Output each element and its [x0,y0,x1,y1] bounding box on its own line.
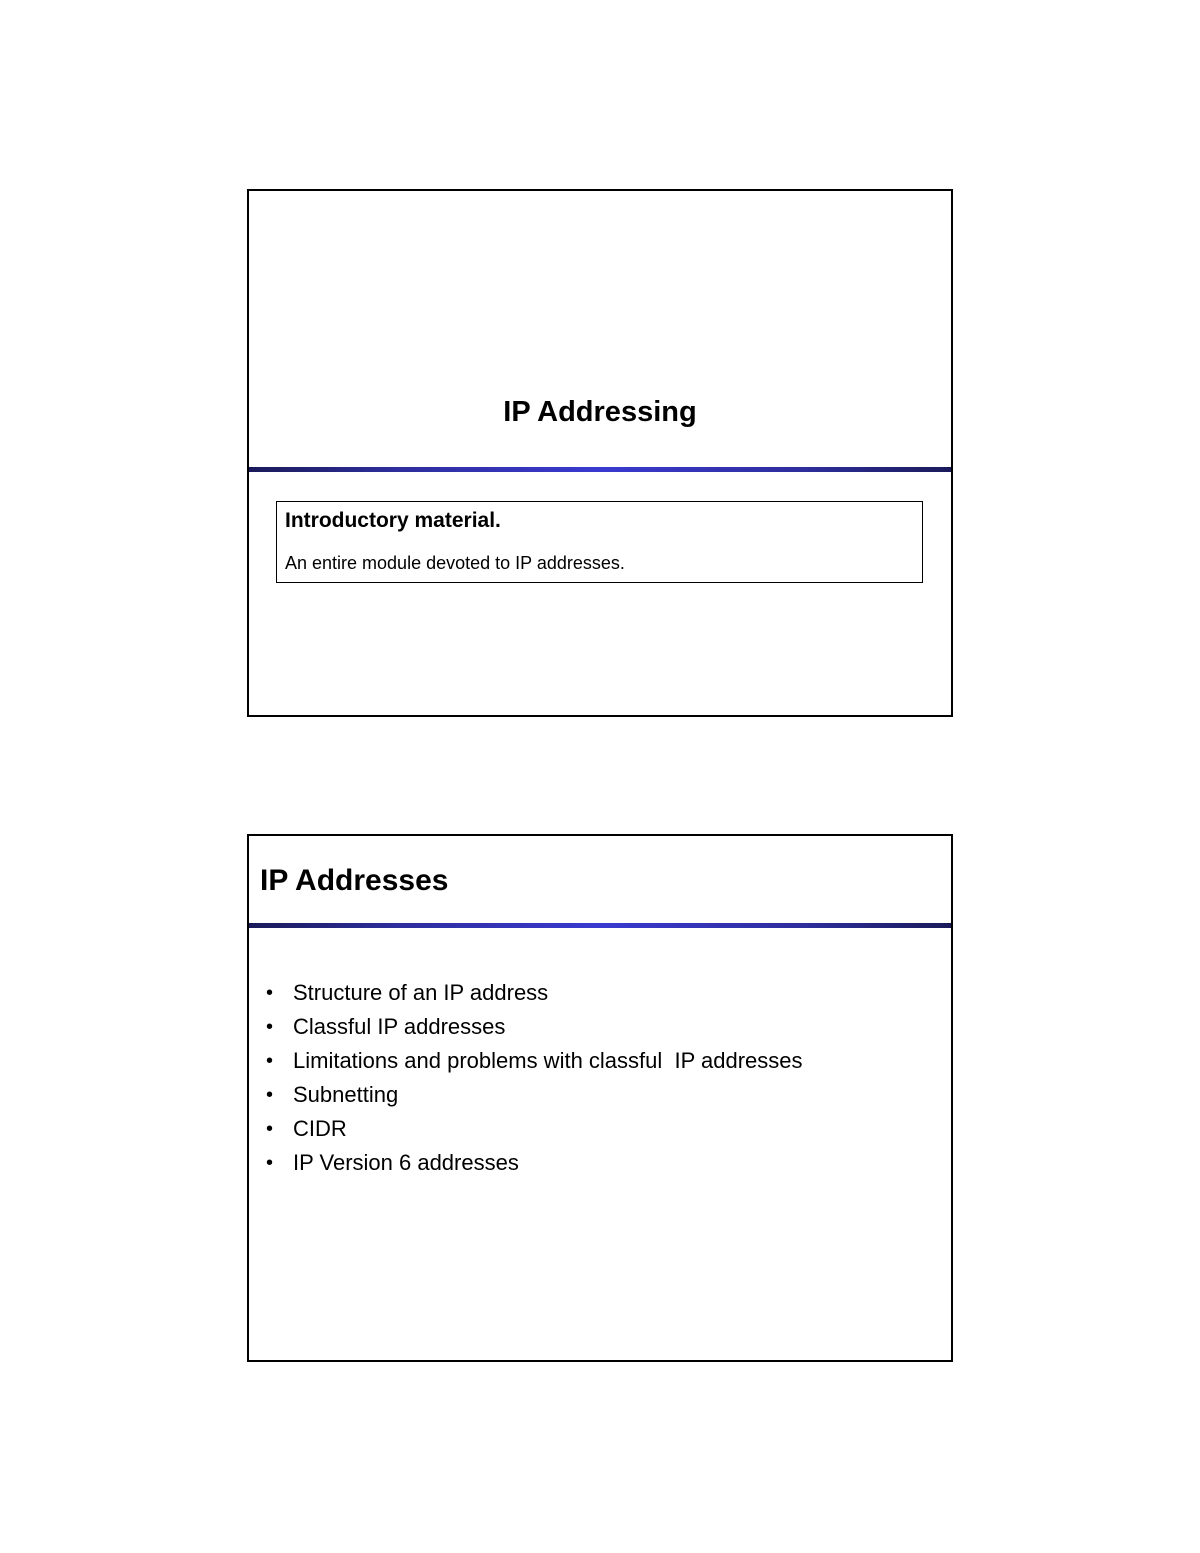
title-rule [249,923,951,928]
slide-1-title: IP Addressing [503,396,697,428]
bullet-item: • Subnetting [266,1078,803,1112]
bullet-list [266,976,803,1180]
bullet-dot-icon: • [266,1016,274,1038]
intro-box-body: An entire module devoted to IP addresses. [285,553,625,573]
bullet-dot-icon: • [266,982,274,1004]
bullet-dot-icon: • [266,1152,274,1174]
bullet-dot-icon: • [266,1050,274,1072]
intro-box-heading: Introductory material. [285,509,501,532]
bullet-item: • Classful IP addresses [266,1010,803,1044]
title-rule [249,467,951,472]
slide-1 [247,189,953,717]
bullet-dot-icon: • [266,1118,274,1140]
bullet-item: • IP Version 6 addresses [266,1146,803,1180]
bullet-item: • Limitations and problems with classful IP addresses [266,1044,803,1078]
bullet-dot-icon: • [266,1084,274,1106]
bullet-item: • CIDR [266,1112,803,1146]
slide-2 [247,834,953,1362]
bullet-item: • Structure of an IP address [266,976,803,1010]
intro-box [276,501,923,583]
slide-2-title: IP Addresses [260,864,449,897]
